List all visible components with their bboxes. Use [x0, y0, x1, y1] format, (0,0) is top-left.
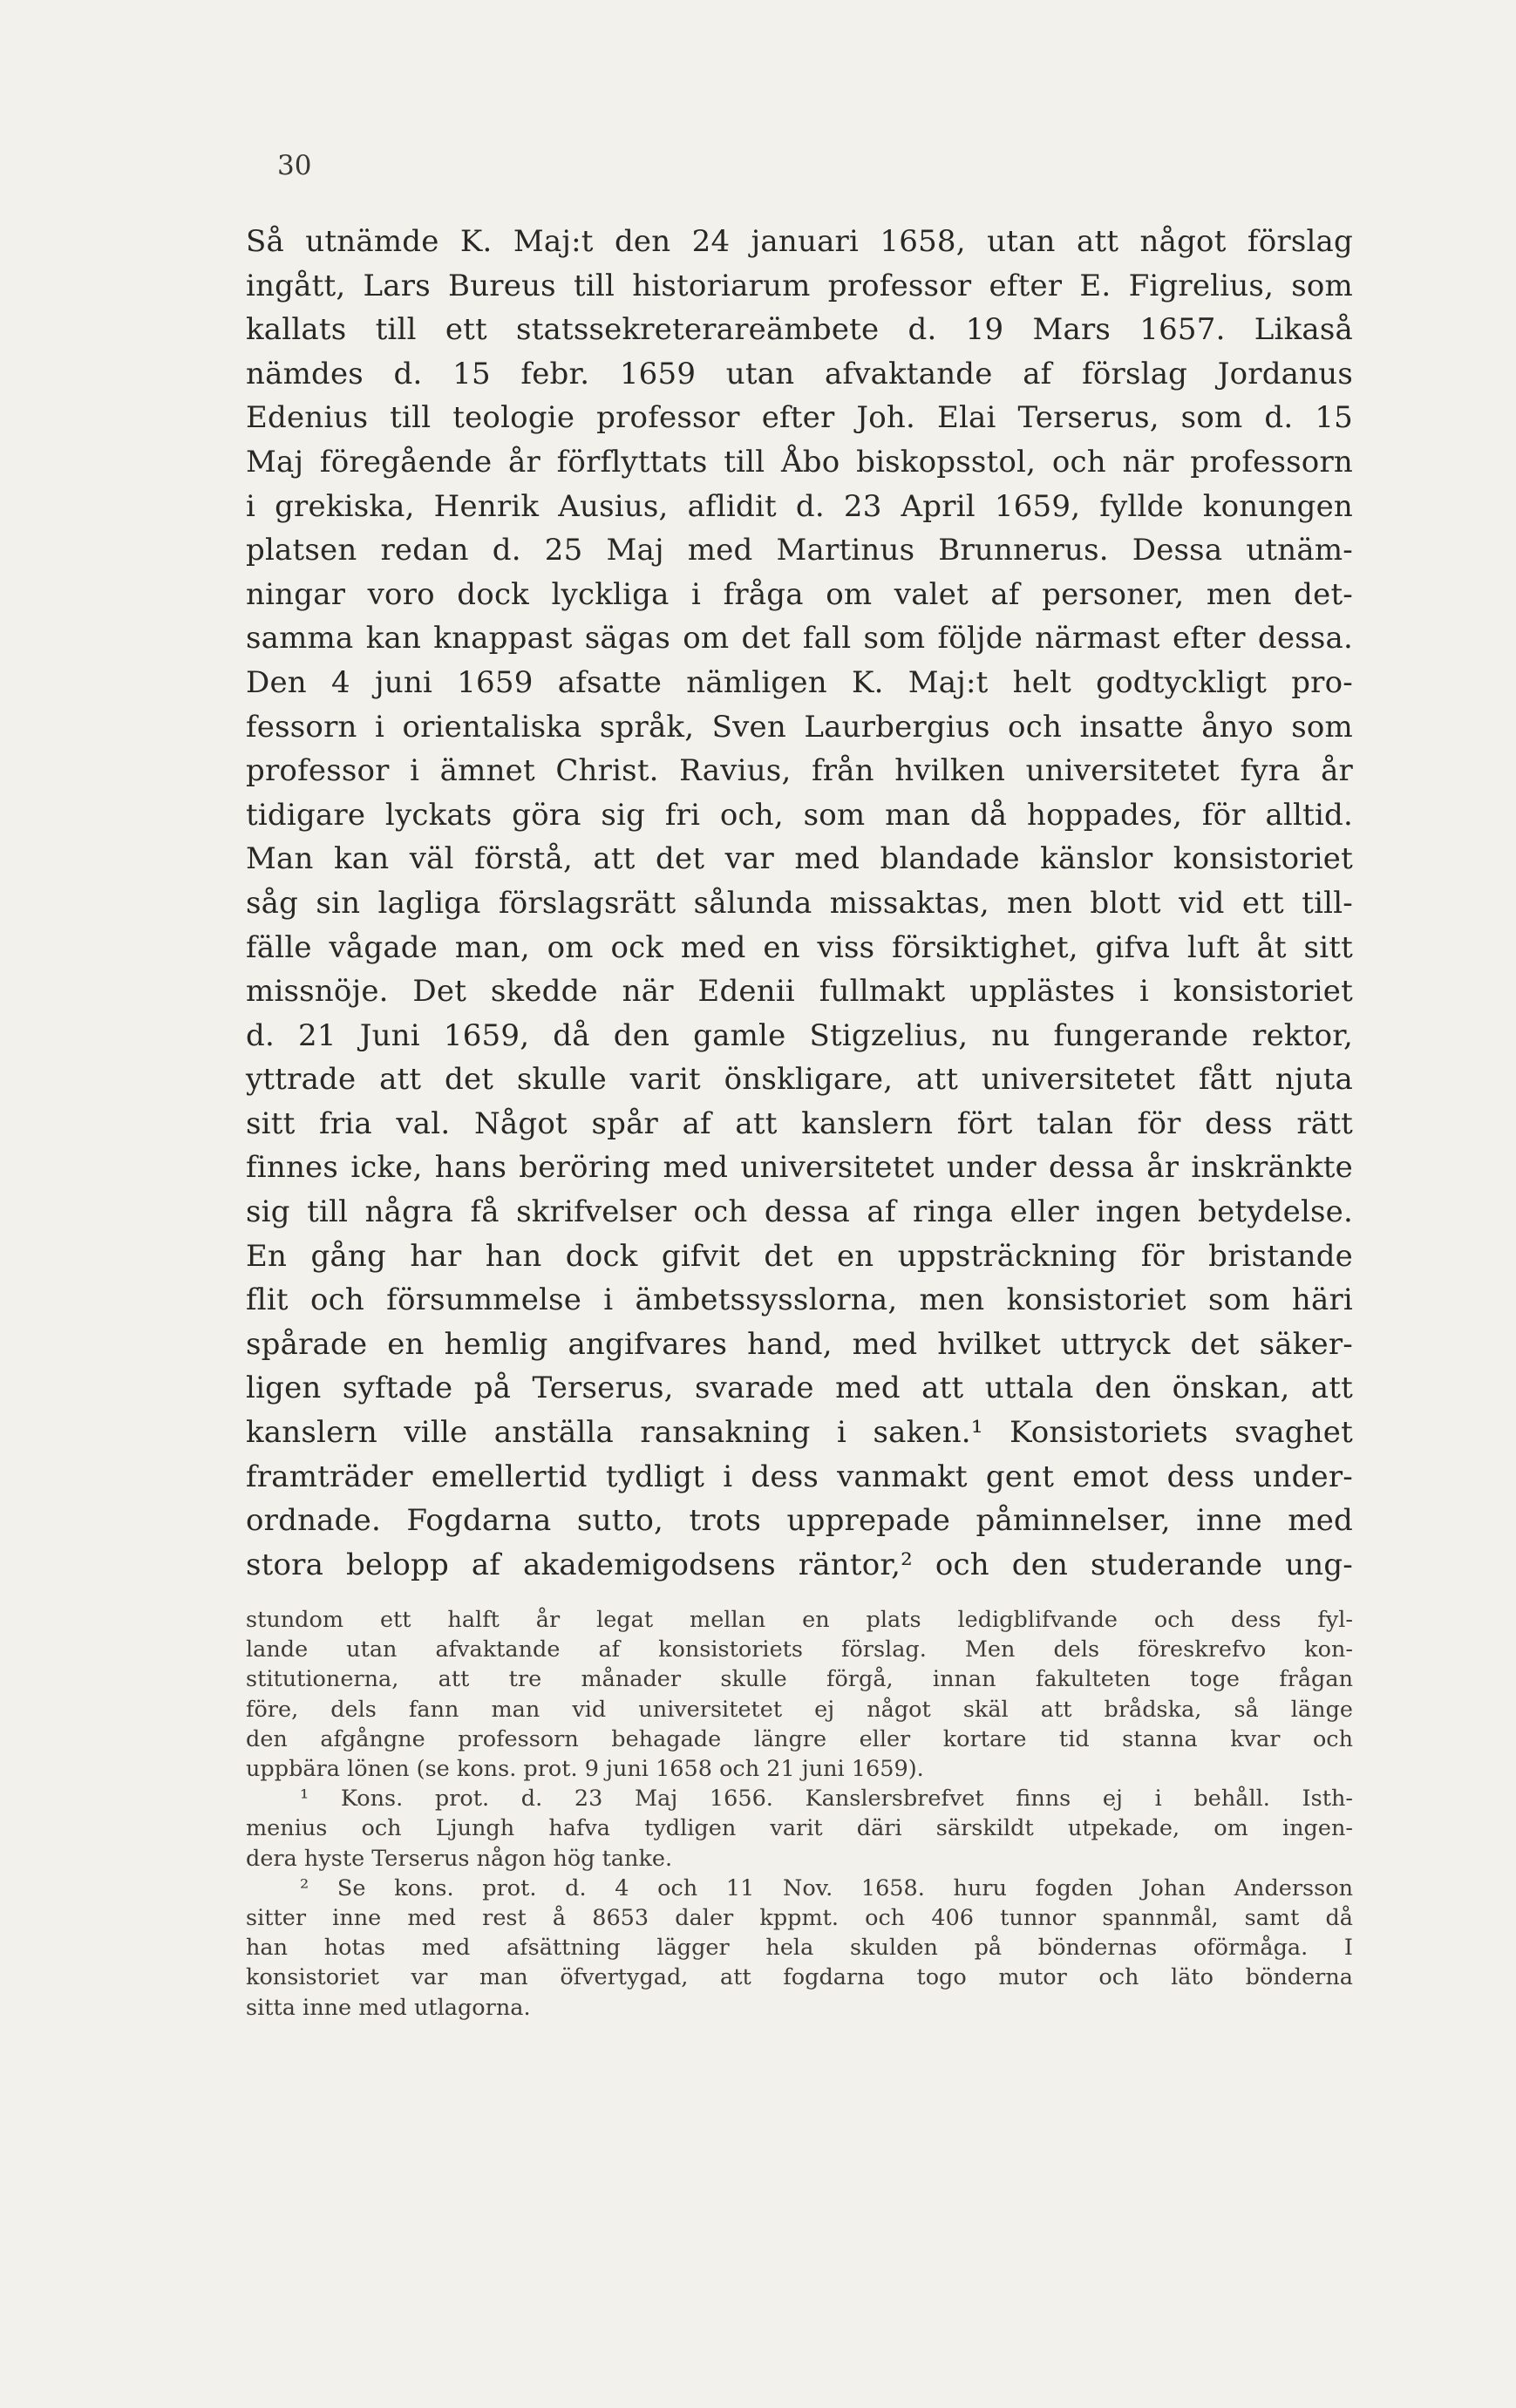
footnote-line: uppbära lönen (se kons. prot. 9 juni 1658 och 21 juni 1659). [246, 1756, 924, 1783]
page-number: 30 [277, 150, 312, 181]
footnote-2 [246, 1874, 1353, 2023]
main-text-line: fälle vågade man, om ock med en viss försiktighet, gifva luft åt sitt [246, 929, 1353, 965]
footnote-line: den afgångne professorn behagade längre eller kortare tid stanna kvar och [246, 1725, 1353, 1752]
main-text-line: Den 4 juni 1659 afsatte nämligen K. Maj:t helt godtyckligt pro- [246, 664, 1353, 700]
main-text-line: platsen redan d. 25 Maj med Martinus Brunnerus. Dessa utnäm- [246, 533, 1353, 568]
main-text-line: Maj föregående år förflyttats till Åbo biskopsstol, och när professorn [246, 444, 1353, 480]
footnote-line: dera hyste Terserus någon hög tanke. [246, 1845, 673, 1872]
main-text [246, 220, 1353, 1587]
main-text-line: stora belopp af akademigodsens räntor,² och den studerande ung- [246, 1547, 1353, 1582]
footnote-line: konsistoriet var man öfvertygad, att fogdarna togo mutor och läto bönderna [246, 1964, 1353, 1991]
main-text-line: Så utnämde K. Maj:t den 24 januari 1658, utan att något förslag [246, 224, 1353, 259]
footnote-line: menius och Ljungh hafva tydligen varit däri särskildt utpekade, om ingen- [246, 1815, 1353, 1842]
main-text-line: Edenius till teologie professor efter Joh. Elai Terserus, som d. 15 [246, 400, 1353, 436]
main-text-line: finnes icke, hans beröring med universitetet under dessa år inskränkte [246, 1150, 1353, 1186]
main-text-line: d. 21 Juni 1659, då den gamle Stigzelius, nu fungerande rektor, [246, 1017, 1353, 1053]
main-text-line: kallats till ett statssekreterareämbete d. 19 Mars 1657. Likaså [246, 312, 1353, 348]
main-text-line: ordnade. Fogdarna sutto, trots upprepade påminnelser, inne med [246, 1503, 1353, 1539]
main-text-line: yttrade att det skulle varit önskligare, att universitetet fått njuta [246, 1062, 1353, 1098]
main-text-line: ningar voro dock lyckliga i fråga om valet af personer, men det- [246, 576, 1353, 612]
main-text-line: kanslern ville anställa ransakning i saken.¹ Konsistoriets svaghet [246, 1415, 1353, 1451]
footnote-line: sitta inne med utlagorna. [246, 1994, 531, 2021]
main-text-line: framträder emellertid tydligt i dess vanmakt gent emot dess under- [246, 1459, 1353, 1494]
main-text-line: ingått, Lars Bureus till historiarum professor efter E. Figrelius, som [246, 268, 1353, 303]
footnote-line: han hotas med afsättning lägger hela skulden på böndernas oförmåga. I [246, 1935, 1353, 1962]
main-text-line: samma kan knappast sägas om det fall som följde närmast efter dessa. [246, 621, 1353, 656]
main-text-line: En gång har han dock gifvit det en uppsträckning för bristande [246, 1238, 1353, 1274]
main-text-line: nämdes d. 15 febr. 1659 utan afvaktande af förslag Jordanus [246, 356, 1353, 391]
main-text-line: Man kan väl förstå, att det var med blandade känslor konsistoriet [246, 841, 1353, 877]
footnotes [246, 1605, 1353, 2023]
footnote-line: stitutionerna, att tre månader skulle förgå, innan fakulteten toge frågan [246, 1666, 1353, 1693]
main-text-line: professor i ämnet Christ. Ravius, från hvilken universitetet fyra år [246, 753, 1353, 789]
footnote-1 [246, 1784, 1353, 1874]
main-text-line: flit och försummelse i ämbetssysslorna, men konsistoriet som häri [246, 1282, 1353, 1318]
footnote-line: ² Se kons. prot. d. 4 och 11 Nov. 1658. huru fogden Johan Andersson [300, 1874, 1353, 1901]
main-text-line: tidigare lyckats göra sig fri och, som man då hoppades, för alltid. [246, 797, 1353, 833]
main-text-line: sitt fria val. Något spår af att kanslern fört talan för dess rätt [246, 1105, 1353, 1141]
main-text-line: fessorn i orientaliska språk, Sven Laurbergius och insatte ånyo som [246, 709, 1353, 745]
footnote-line: stundom ett halft år legat mellan en plats ledigblifvande och dess fyl- [246, 1607, 1353, 1633]
main-text-line: såg sin lagliga förslagsrätt sålunda missaktas, men blott vid ett till- [246, 885, 1353, 921]
main-text-line: i grekiska, Henrik Ausius, aflidit d. 23 April 1659, fyllde konungen [246, 488, 1353, 524]
footnote-line: sitter inne med rest å 8653 daler kppmt. och 406 tunnor spannmål, samt då [246, 1905, 1353, 1932]
main-text-line: sig till några få skrifvelser och dessa af ringa eller ingen betydelse. [246, 1194, 1353, 1230]
main-text-line: ligen syftade på Terserus, svarade med att uttala den önskan, att [246, 1371, 1353, 1406]
main-text-line: spårade en hemlig angifvares hand, med hvilket uttryck det säker- [246, 1326, 1353, 1362]
footnote-line: före, dels fann man vid universitetet ej något skäl att brådska, så länge [246, 1696, 1353, 1723]
footnote-line: ¹ Kons. prot. d. 23 Maj 1656. Kanslersbrefvet finns ej i behåll. Isth- [300, 1786, 1353, 1813]
footnote-line: lande utan afvaktande af konsistoriets förslag. Men dels föreskrefvo kon- [246, 1636, 1353, 1663]
main-text-line: missnöje. Det skedde när Edenii fullmakt upplästes i konsistoriet [246, 974, 1353, 1010]
footnote-continuation [246, 1605, 1353, 1784]
